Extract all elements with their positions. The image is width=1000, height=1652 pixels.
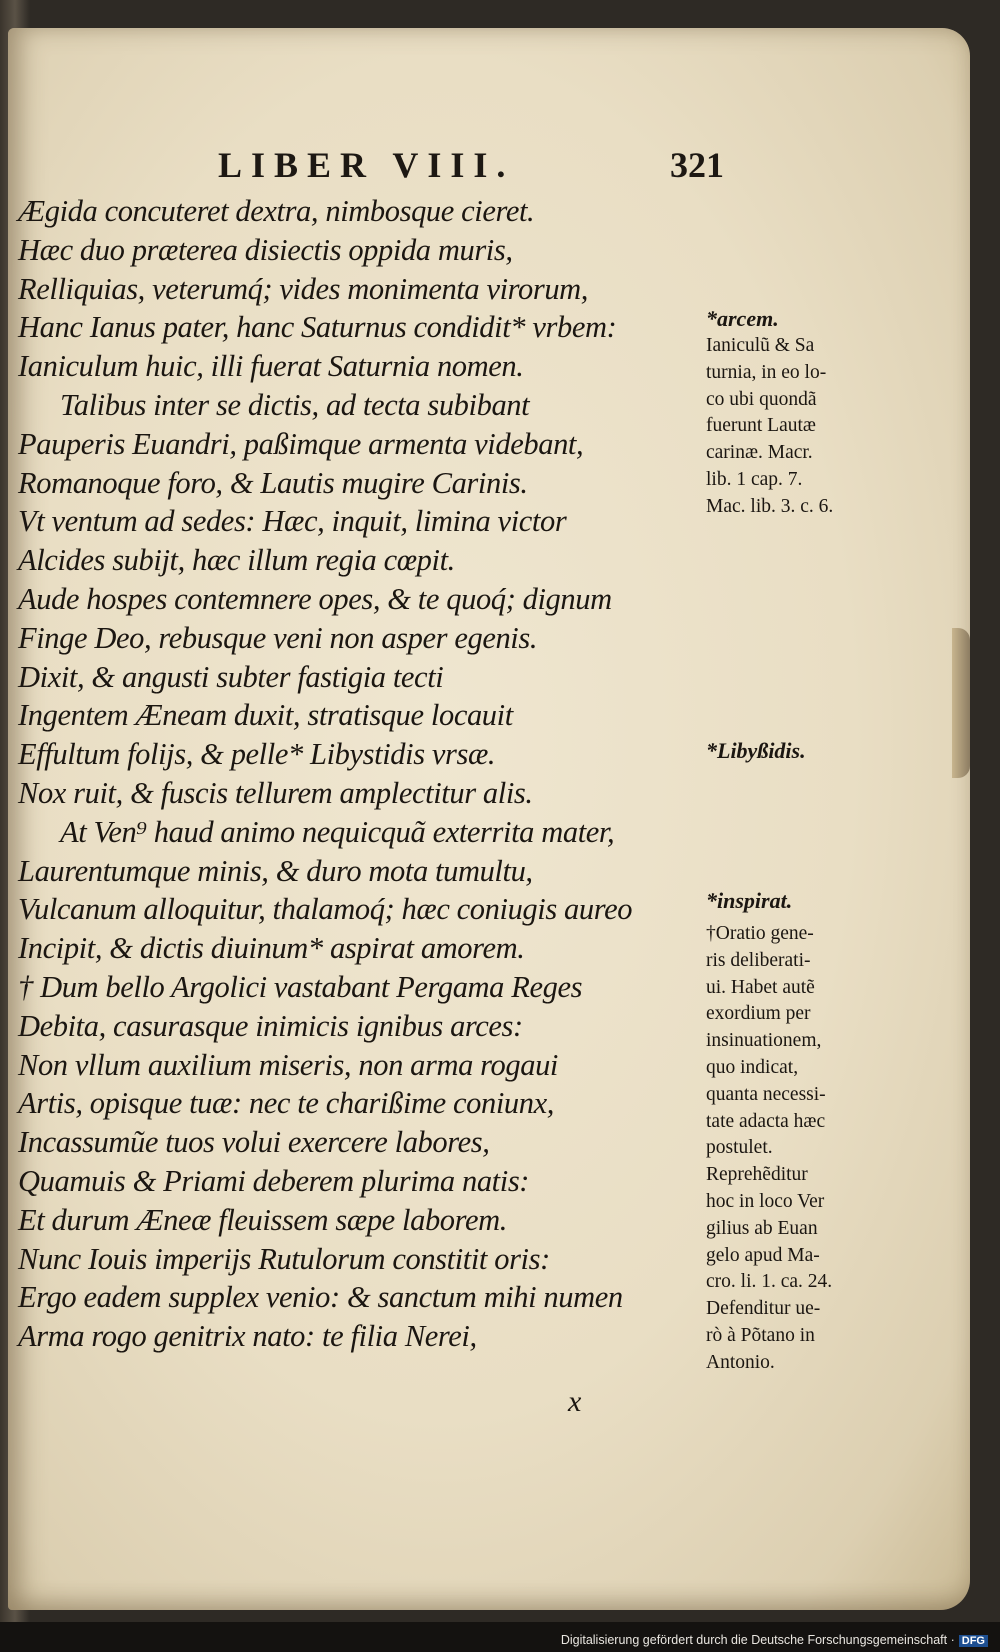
verse-line: Dixit, & angusti subter fastigia tecti xyxy=(18,659,444,694)
verse-line: Pauperis Euandri, paßimque armenta videbant, xyxy=(18,426,584,461)
verse-line: Ingentem Æneam duxit, stratisque locauit xyxy=(18,698,513,733)
verse-line: Hæc duo præterea disiectis oppida muris, xyxy=(18,232,513,267)
verse-line: Effultum folijs, & pelle* Libystidis vrsæ. xyxy=(18,737,496,772)
verse-line: Aude hospes contemnere opes, & te quoq́; dignum xyxy=(18,581,612,616)
book-page xyxy=(8,28,970,1610)
verse-line: Nox ruit, & fuscis tellurem amplectitur alis. xyxy=(18,775,533,810)
verse-line: Et durum Æneæ fleuissem sæpe laborem. xyxy=(18,1202,507,1237)
note-ianiculum: Ianiculũ & Sa turnia, in eo lo- co ubi quondã fuerunt Lautæ carinæ. Macr. lib. 1 cap. 7. Mac. lib. 3. c. 6. xyxy=(706,335,834,517)
marginal-notes xyxy=(706,28,896,1428)
digitization-credit xyxy=(561,1633,988,1647)
verse-line: Quamuis & Priami deberem plurima natis: xyxy=(18,1163,530,1198)
verse-line: Debita, casurasque inimicis ignibus arces: xyxy=(18,1008,523,1043)
verse-line: At Ven⁹ haud animo nequicquã exterrita mater, xyxy=(60,814,615,849)
verse-line: Finge Deo, rebusque veni non asper egenis. xyxy=(18,620,538,655)
verse-line: Nunc Iouis imperijs Rutulorum constitit oris: xyxy=(18,1241,550,1276)
credit-text: Digitalisierung gefördert durch die Deutsche Forschungsgemeinschaft · xyxy=(560,1633,955,1647)
verse-line: Vulcanum alloquitur, thalamoq́; hæc coniugis aureo xyxy=(18,892,633,927)
note-oratio: †Oratio gene- ris deliberati- ui. Habet autẽ exordium per insinuationem, quo indicat, quanta necessi- tate adacta hæc postulet. Reprehẽditur hoc in loco Ver gilius ab Euan gelo apud Ma- cro. li. 1. ca. 24. Defenditur ue- rò à Põtano in Antonio. xyxy=(706,923,833,1373)
signature-mark: x xyxy=(568,1385,582,1418)
verse-line: Ianiculum huic, illi fuerat Saturnia nomen. xyxy=(18,349,524,384)
verse-line: Romanoque foro, & Lautis mugire Carinis. xyxy=(18,465,528,500)
verse-line: † Dum bello Argolici vastabant Pergama Reges xyxy=(18,969,583,1004)
verse-line: Ergo eadem supplex venio: & sanctum mihi numen xyxy=(18,1280,623,1315)
verse-line: Vt ventum ad sedes: Hæc, inquit, limina victor xyxy=(18,504,567,539)
verse-line: Ægida concuteret dextra, nimbosque cieret. xyxy=(18,194,535,228)
page-number: 321 xyxy=(670,145,724,185)
verse-line: Laurentumque minis, & duro mota tumultu, xyxy=(18,853,533,888)
verse-line: Alcides subijt, hæc illum regia cœpit. xyxy=(18,543,455,578)
note-inspirat: *inspirat. xyxy=(706,888,793,913)
page-edge xyxy=(952,628,970,778)
note-arcem: *arcem. xyxy=(706,306,779,331)
verse-line: Incassumũe tuos volui exercere labores, xyxy=(18,1125,490,1160)
verse-line: Artis, opisque tuæ: nec te charißime coniunx, xyxy=(18,1086,554,1121)
verse-line: Arma rogo genitrix nato: te filia Nerei, xyxy=(18,1319,477,1354)
verse-line: Non vllum auxilium miseris, non arma rogaui xyxy=(18,1047,558,1082)
verse-list xyxy=(18,192,698,1356)
verse-line: Incipit, & dictis diuinum* aspirat amorem. xyxy=(18,931,525,966)
verse-line: Talibus inter se dictis, ad tecta subibant xyxy=(60,387,530,422)
verse-line: Relliquias, veterumq́; vides monimenta virorum, xyxy=(18,271,589,306)
running-head: LIBER VIII. xyxy=(218,145,515,185)
page-header xyxy=(218,144,738,188)
verse-line: Hanc Ianus pater, hanc Saturnus condidit* vrbem: xyxy=(18,310,617,345)
credit-bar xyxy=(0,1622,1000,1652)
note-libystidis: *Libyßidis. xyxy=(706,738,806,763)
dfg-logo: DFG xyxy=(959,1635,988,1647)
